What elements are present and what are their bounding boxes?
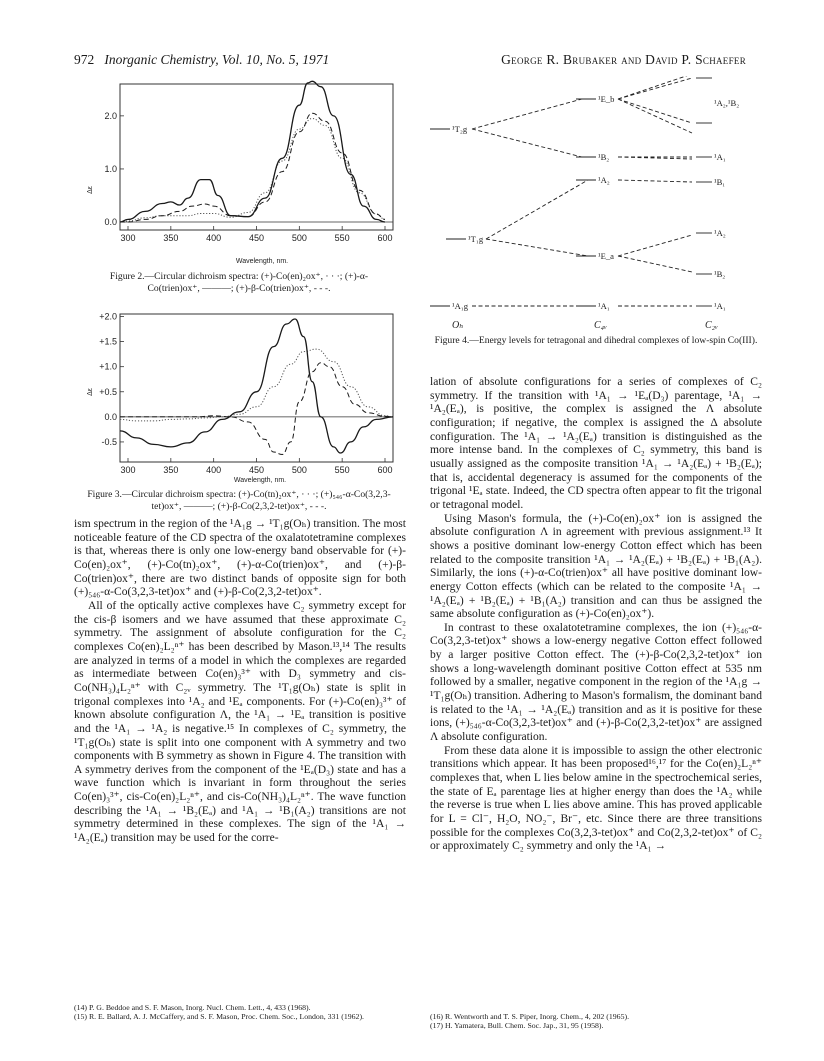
x-tick-label: 400 [206, 233, 222, 243]
y-tick-label: 2.0 [104, 110, 117, 121]
x-tick-label: 450 [248, 233, 265, 243]
level-c2v-a2b2: ¹A₂,¹B₂ [714, 98, 740, 108]
figure-3-xlabel: Wavelength, nm. [233, 477, 287, 484]
left-footnotes [74, 1003, 406, 1022]
footnote: (17) H. Yamatera, Bull. Chem. Soc. Jap., 31, 95 (1958). [430, 1021, 604, 1031]
x-tick-label: 500 [291, 233, 307, 243]
figure-2-xlabel: Wavelength, nm. [235, 258, 289, 265]
level-oh-t2g: ¹T₂g [452, 124, 468, 134]
group-label-c2v: C₂ᵥ [705, 320, 718, 331]
series-line-solid [120, 319, 393, 453]
figure-3-chart [80, 308, 398, 490]
paragraph: All of the optically active complexes have C₂ symmetry except for the cis-β isomers and we have assumed that these approximate C₂ symmetry. The assignment of absolute configuration for the C₂ complexes Co(en)₂L₂ⁿ⁺ has been described by Mason.¹³,¹⁴ The results are analyzed in terms of a model in which the complexes are regarded as intermediate between Co(en)₃³⁺ with D₃ symmetry and cis-Co(NH₃)₄L₂ⁿ⁺ with C₂ᵥ symmetry. The ¹T₁g(Oₕ) state is split in trigonal complexes into ¹A₂ and ¹Eₐ components. For (+)-Co(en)₃³⁺ of known absolute configuration Λ, the ¹A₁ → ¹Eₐ transition is positive and the ¹A₁ → ¹A₂ is negative.¹⁵ In complexes of C₂ symmetry, the ¹T₁g(Oₕ) state is split into one component with A symmetry and two components with B symmetry as shown in Figure 4. The transition with A symmetry derives from the component of the ¹Eₐ(D₃) state and has a wave function which is invariant in form throughout the series Co(en)₃³⁺, cis-Co(en)₂L₂ⁿ⁺, and cis-Co(NH₃)₄L₂ⁿ⁺. The wave function describing the ¹A₁ → ¹B₂(Eₐ) and ¹A₁ → ¹B₁(A₂) transitions are not symmetry determined in these complexes. The sign of the ¹A₁ → ¹A₂(Eₐ) transition may be used for the corre- [74, 599, 406, 845]
x-tick-label: 300 [120, 233, 136, 243]
left-text-column [74, 518, 406, 846]
level-oh-a1g: ¹A₁g [452, 301, 469, 311]
series-line-dashed [120, 363, 393, 455]
figure-3-caption: Figure 3.—Circular dichroism spectra: (+)-Co(tn)₂ox⁺, · · ·; (+)₅₄₆-α-Co(3,2,3-tet)ox⁺, ———; (+)-β-Co(2,3,2-tet)ox⁺, - - -. [87, 489, 391, 512]
right-footnotes [430, 1012, 762, 1031]
footnote: (16) R. Wentworth and T. S. Piper, Inorg. Chem., 4, 202 (1965). [430, 1012, 630, 1021]
level-c2v-a2: ¹A₂ [714, 228, 726, 238]
x-tick-label: 550 [334, 465, 350, 475]
paragraph: From these data alone it is impossible to assign the other electronic transitions which appear. It has been proposed¹⁶,¹⁷ for the Co(en)₂L₂ⁿ⁺ complexes that, when L lies below amine in the spectrochemical series, the state of Eₐ parentage lies at higher energy than does the ¹A₂ while the reverse is true when L lies above amine. This has proved applicable for L = Cl⁻, H₂O, NO₂⁻, Br⁻, etc. Since there are three transitions possible for the complexes Co(3,2,3-tet)ox⁺ and Co(2,3,2-tet)ox⁺ of C₂ or approximately C₂ symmetry and only the ¹A₁ → [430, 744, 762, 853]
figure-4-caption: Figure 4.—Energy levels for tetragonal and dihedral complexes of low-spin Co(III). [434, 335, 758, 346]
paragraph: lation of absolute configurations for a series of complexes of C₂ symmetry. If the transition with ¹A₁ → ¹Eₐ(D₃) parentage, ¹A₁ → ¹A₂(Eₐ), is positive, the complex is assigned the Λ absolute configuration; if negative, the complex is assigned the Δ absolute configuration. The ¹A₁ → ¹A₂(Eₐ) transition is distinguished as the more intense band. In the complexes of C₂ symmetry, this band is usually assigned as the composite transition ¹A₁ → ¹A₂(Eₐ) + ¹B₂(Eₐ); that is, accidental degeneracy is assumed for the components of the trigonal ¹Eₐ state. Indeed, the CD spectra often appear to fit the trigonal or tetragonal model. [430, 376, 762, 511]
journal-citation: Inorganic Chemistry, Vol. 10, No. 5, 1971 [104, 52, 330, 67]
group-label-oh: Oₕ [452, 320, 464, 331]
figure-3-ylabel: Δε [87, 388, 94, 396]
right-text-column [430, 376, 762, 854]
page-number: 972 [74, 52, 95, 67]
series-line-dotted [120, 119, 385, 223]
y-tick-label: +0.5 [99, 386, 117, 397]
y-tick-label: -0.5 [101, 436, 117, 447]
paragraph: ism spectrum in the region of the ¹A₁g → ¹T₁g(Oₕ) transition. The most noticeable feature of the CD spectra of the oxalatotetramine complexes is that, whereas there is only one low-energy band observable for (+)-Co(en)₂ox⁺, (+)-Co(tn)₂ox⁺, (+)-α-Co(trien)ox⁺, and (+)-β-Co(trien)ox⁺, there are two distinct bands of opposite sign for both (+)₅₄₆-α-Co(3,2,3-tet)ox⁺ and (+)-β-Co(2,3,2-tet)ox⁺. [74, 518, 406, 599]
y-tick-label: +1.5 [99, 336, 117, 347]
paragraph: Using Mason's formula, the (+)-Co(en)₂ox⁺ ion is assigned the absolute configuration Λ in agreement with previous assignment.¹³ It shows a positive dominant low-energy Cotton effect which has been related to the composite transition ¹A₁ → ¹A₂(Eₐ) + ¹B₂(Eₐ) + ¹B₁(A₂). Similarly, the ions (+)-α-Co(trien)ox⁺ all have positive dominant low-energy Cotton effects (which can be related to the composite ¹A₁ → ¹A₂(Eₐ) + ¹B₂(Eₐ) + ¹B₁(A₂) transition and can thus be assigned the same absolute configuration as (+)-Co(en)₂ox⁺). [430, 512, 762, 621]
level-c4v-a2: ¹A₂ [598, 175, 610, 185]
figure-2-caption: Figure 2.—Circular dichroism spectra: (+)-Co(en)₂ox⁺, · · ·; (+)-α-Co(trien)ox⁺, ———; (+)-β-Co(trien)ox⁺, - - -. [109, 271, 369, 294]
level-c2v-a1-top: ¹A₁ [714, 152, 726, 162]
author-names: George R. Brubaker and David P. Schaefer [501, 52, 746, 67]
x-tick-label: 300 [120, 465, 136, 475]
figure-2-ylabel: Δε [87, 186, 94, 194]
x-tick-label: 600 [377, 465, 393, 475]
level-c2v-b2: ¹B₂ [714, 269, 726, 279]
y-tick-label: 0.0 [104, 411, 117, 422]
y-tick-label: 0.0 [104, 217, 117, 228]
x-tick-label: 400 [206, 465, 222, 475]
level-oh-t1g: ¹T₁g [468, 234, 484, 244]
running-header-left [74, 52, 329, 68]
y-tick-label: 1.0 [104, 163, 117, 174]
level-c2v-a1-bottom: ¹A₁ [714, 301, 726, 311]
footnote: (15) R. E. Ballard, A. J. McCaffery, and S. F. Mason, Proc. Chem. Soc., London, 331 (1962). [74, 1012, 364, 1022]
plot-frame [120, 314, 393, 462]
figure-2-chart [80, 78, 398, 270]
x-tick-label: 600 [377, 233, 393, 243]
x-tick-label: 350 [163, 465, 179, 475]
series-line-dashed [120, 113, 385, 222]
footnote: (14) P. G. Beddoe and S. F. Mason, Inorg. Nucl. Chem. Lett., 4, 433 (1968). [74, 1003, 311, 1012]
y-tick-label: +2.0 [99, 311, 117, 322]
x-tick-label: 550 [334, 233, 350, 243]
y-tick-label: +1.0 [99, 361, 117, 372]
level-c4v-eb: ¹E_b [598, 94, 615, 104]
x-tick-label: 350 [163, 233, 179, 243]
x-tick-label: 500 [291, 465, 307, 475]
level-c4v-a1: ¹A₁ [598, 301, 610, 311]
series-line-dotted [120, 349, 393, 421]
group-label-c4v: C₄ᵥ [594, 320, 607, 331]
level-c4v-b2: ¹B₂ [598, 152, 610, 162]
series-line-solid [120, 81, 385, 222]
x-tick-label: 450 [248, 465, 265, 475]
paragraph: In contrast to these oxalatotetramine complexes, the ion (+)₅₄₆-α-Co(3,2,3-tet)ox⁺ shows a low-energy negative Cotton effect followed by a larger positive Cotton effect. The (+)-β-Co(2,3,2-tet)ox⁺ ion shows a long-wavelength dominant positive Cotton effect at 535 nm followed by a smaller, negative component in the region of the ¹A₁g → ¹T₁g(Oₕ) transition. Adhering to Mason's formalism, the dominant band is related to the ¹A₁ → ¹A₂(Eₐ) transition and as it is positive for these ions, (+)₅₄₆-α-Co(3,2,3-tet)ox⁺ and (+)-β-Co(2,3,2-tet)ox⁺ are assigned Λ absolute configuration. [430, 621, 762, 744]
level-c2v-b1: ¹B₁ [714, 177, 726, 187]
figure-4-diagram [426, 76, 762, 332]
level-c4v-ea: ¹E_a [598, 251, 614, 261]
